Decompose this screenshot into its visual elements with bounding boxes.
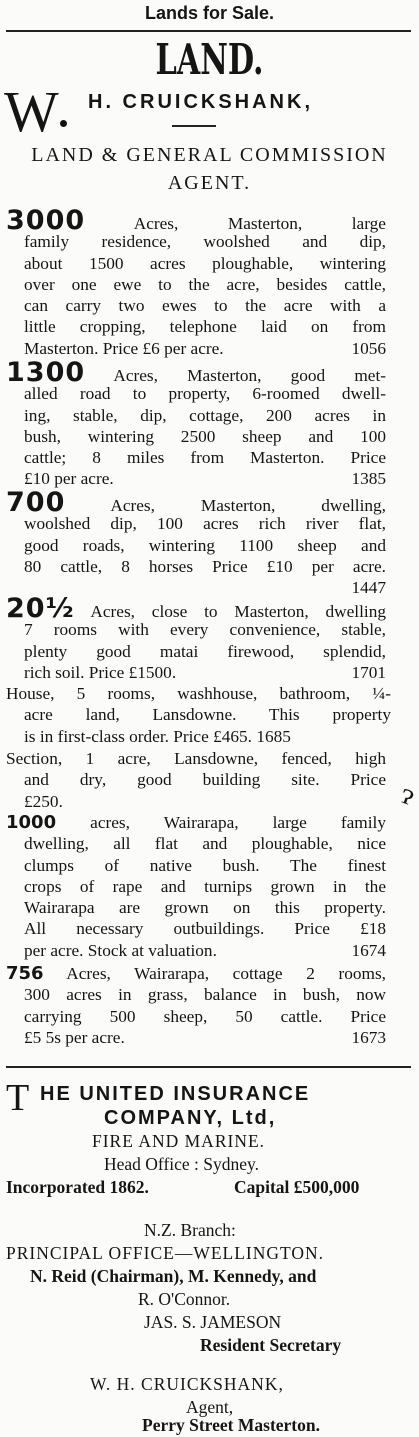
listing-line: is in first-class order. Price £465. [24,726,252,746]
listing-ref: 1385 [351,469,386,489]
listing-number: 700 [6,487,66,518]
listing-ref: 1685 [256,726,291,746]
listing-line: House, 5 rooms, washhouse, bathroom, ¼- [6,684,391,703]
listing [6,487,386,598]
advert-title: LAND. [155,35,264,84]
listing-line: can carry two ewes to the acre with a [24,296,386,316]
agent-name: H. CRUICKSHANK, [88,91,313,113]
listing-line: acre land, Lansdowne. This property [24,705,391,725]
listing [6,683,391,747]
ornament-mark: ɂ [396,776,419,813]
directors-2: R. O'Connor. [138,1289,231,1309]
secretary-title: Resident Secretary [200,1335,342,1355]
listing-ref: 1701 [351,662,386,682]
listing-line: Masterton. Price £6 per acre. [24,338,224,358]
listing-line: and dry, good building site. Price [24,770,386,790]
listing-line: woolshed dip, 100 acres rich river flat, [24,514,386,534]
listing [6,963,386,1048]
listing-line: cattle; 8 miles from Masterton. Price [24,448,386,468]
listing-line: clumps of native bush. The finest [24,855,386,875]
drop-cap: T [6,1077,30,1119]
listing-ref: 1674 [351,940,386,960]
agent-label: Agent, [186,1397,234,1417]
listing [6,748,386,812]
listing-number: 20½ [6,593,75,624]
listing-ref: 1447 [351,578,386,598]
listing-line: £5 5s per acre. [24,1027,125,1047]
advert-divider [6,1066,411,1068]
listing [6,812,386,961]
listing-number: 756 [6,963,44,984]
listing-line: Acres, Masterton, large [133,214,386,233]
listing-line: Wairarapa are grown on this property. [24,898,386,918]
listing-line: Acres, close to Masterton, dwelling [90,602,386,621]
listing-number: 1300 [6,357,86,388]
listing-line: £10 per acre. [24,469,114,489]
listing-line: Acres, Masterton, dwelling, [110,496,386,515]
listing-line: Section, 1 acre, Lansdowne, fenced, high [6,749,386,768]
section-header: Lands for Sale. [144,3,275,23]
listing-line: acres, Wairarapa, large family [90,813,386,832]
listing-line: about 1500 acres ploughable, wintering [24,253,386,273]
listing-ref: 1056 [351,338,386,358]
company-name-2: COMPANY, Ltd, [104,1107,277,1129]
agent-description: LAND & GENERAL COMMISSION [31,144,388,166]
drop-cap-dot [60,120,67,127]
drop-cap: W [4,79,59,144]
listing-line: ing, stable, dip, cottage, 200 acres in [24,405,386,425]
insurance-type: FIRE AND MARINE. [92,1131,266,1151]
listing-line: little cropping, telephone laid on from [24,317,386,337]
listing-line: crops of rape and turnips grown in the [24,876,386,896]
listing [6,593,386,683]
listing-number: 1000 [6,812,57,833]
incorporated: Incorporated 1862. [6,1177,149,1197]
agent-description-2: AGENT. [167,172,252,194]
listing-number: 3000 [6,205,86,236]
listing [6,357,386,490]
listing-ref: 1673 [351,1027,386,1047]
listing-line: plenty good matai firewood, splendid, [24,641,386,661]
agent-name: W. H. CRUICKSHANK, [90,1374,284,1394]
listing-line: 7 rooms with every convenience, stable, [24,620,386,640]
listing-line: All necessary outbuildings. Price £18 [24,919,386,939]
listing-line: over one ewe to the acre, besides cattle, [24,274,386,294]
branch: N.Z. Branch: [144,1220,236,1240]
listing-line: good roads, wintering 1100 sheep and [24,535,386,555]
company-name: HE UNITED INSURANCE [40,1083,311,1105]
capital: Capital £500,000 [234,1177,360,1197]
secretary-name: JAS. S. JAMESON [144,1312,282,1332]
listing-line: per acre. Stock at valuation. [24,940,217,960]
listing-line: 80 cattle, 8 horses Price £10 per acre. [24,556,386,576]
listing-line: rich soil. Price £1500. [24,662,177,682]
listing-line: Acres, Masterton, good met- [113,366,386,385]
divider [172,125,216,127]
principal-office: PRINCIPAL OFFICE—WELLINGTON. [6,1243,325,1263]
agent-address: Perry Street Masterton. [142,1415,320,1435]
listing-line: Acres, Wairarapa, cottage 2 rooms, [66,964,386,983]
listing-line: 300 acres in grass, balance in bush, now [24,985,386,1005]
listing-line: £250. [24,791,63,811]
listing-line: family residence, woolshed and dip, [24,232,386,252]
listing-line: dwelling, all flat and ploughable, nice [24,834,386,854]
directors: N. Reid (Chairman), M. Kennedy, and [30,1266,317,1286]
listing-line: alled road to property, 6-roomed dwell- [24,384,386,404]
header-rule [6,30,411,32]
listing [6,205,386,359]
head-office: Head Office : Sydney. [104,1154,260,1174]
listing-line: carrying 500 sheep, 50 cattle. Price [24,1006,386,1026]
listing-line: bush, wintering 2500 sheep and 100 [24,426,386,446]
